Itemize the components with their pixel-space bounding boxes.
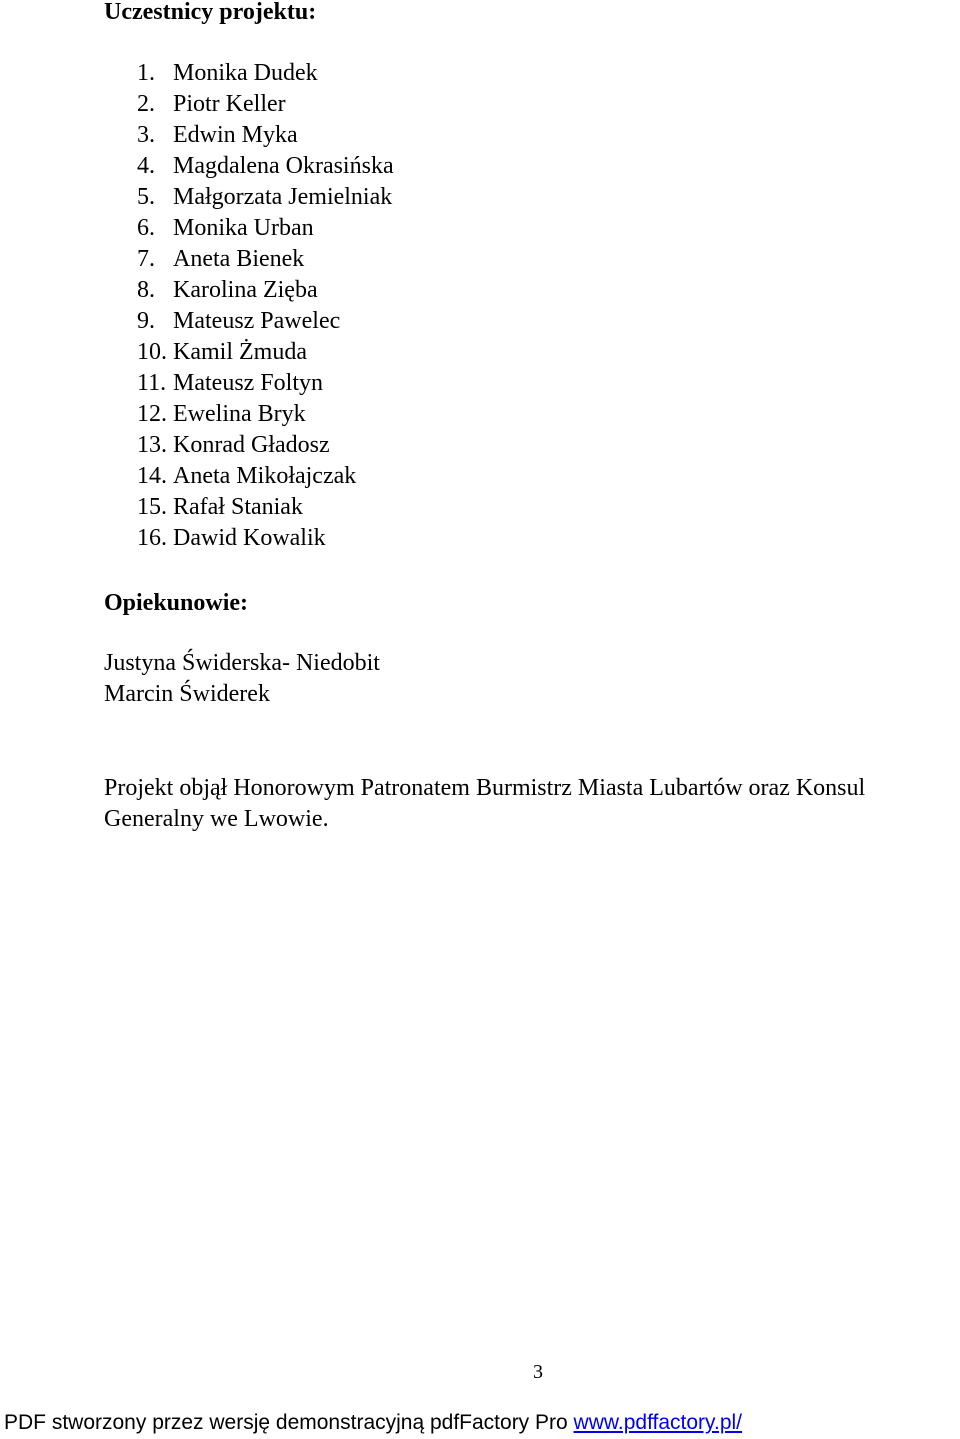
patronage-line: Projekt objął Honorowym Patronatem Burmistrz Miasta Lubartów oraz Konsul [104,775,866,801]
participant-name: Karolina Zięba [173,277,318,303]
footer-text: PDF stworzony przez wersję demonstracyjną pdfFactory Pro [4,1411,574,1434]
item-number: 5. [137,184,155,210]
participant-name: Mateusz Pawelec [173,308,341,334]
participant-name: Monika Urban [173,215,314,241]
item-number: 8. [137,277,155,303]
item-number: 2. [137,91,155,117]
participant-name: Małgorzata Jemielniak [173,184,393,210]
participant-name: Kamil Żmuda [173,339,307,365]
pdf-footer [4,1409,742,1437]
item-number: 9. [137,308,155,334]
item-number: 3. [137,122,155,148]
item-number: 14. [137,463,167,489]
item-number: 12. [137,401,167,427]
footer-link[interactable]: www.pdffactory.pl/ [573,1411,743,1434]
participant-name: Aneta Bienek [173,246,305,272]
participant-name: Monika Dudek [173,60,318,86]
item-number: 15. [137,494,167,520]
guardians-heading: Opiekunowie: [104,590,249,616]
guardian-name: Marcin Świderek [104,681,270,707]
participant-name: Dawid Kowalik [173,525,326,551]
item-number: 7. [137,246,155,272]
page-number: 3 [533,1361,543,1383]
participant-name: Aneta Mikołajczak [173,463,357,489]
item-number: 10. [137,339,167,365]
item-number: 16. [137,525,167,551]
item-number: 4. [137,153,155,179]
item-number: 13. [137,432,167,458]
item-number: 6. [137,215,155,241]
patronage-line: Generalny we Lwowie. [104,806,329,832]
patronage-paragraph [104,773,960,835]
guardian-name: Justyna Świderska- Niedobit [104,650,380,676]
participant-name: Rafał Staniak [173,494,303,520]
participant-name: Piotr Keller [173,91,286,117]
participant-name: Magdalena Okrasińska [173,153,394,179]
item-number: 11. [137,370,167,396]
participant-name: Konrad Gładosz [173,432,330,458]
participant-name: Mateusz Foltyn [173,370,323,396]
item-number: 1. [137,60,155,86]
participant-name: Edwin Myka [173,122,298,148]
participants-heading: Uczestnicy projektu: [104,0,317,25]
participant-name: Ewelina Bryk [173,401,306,427]
